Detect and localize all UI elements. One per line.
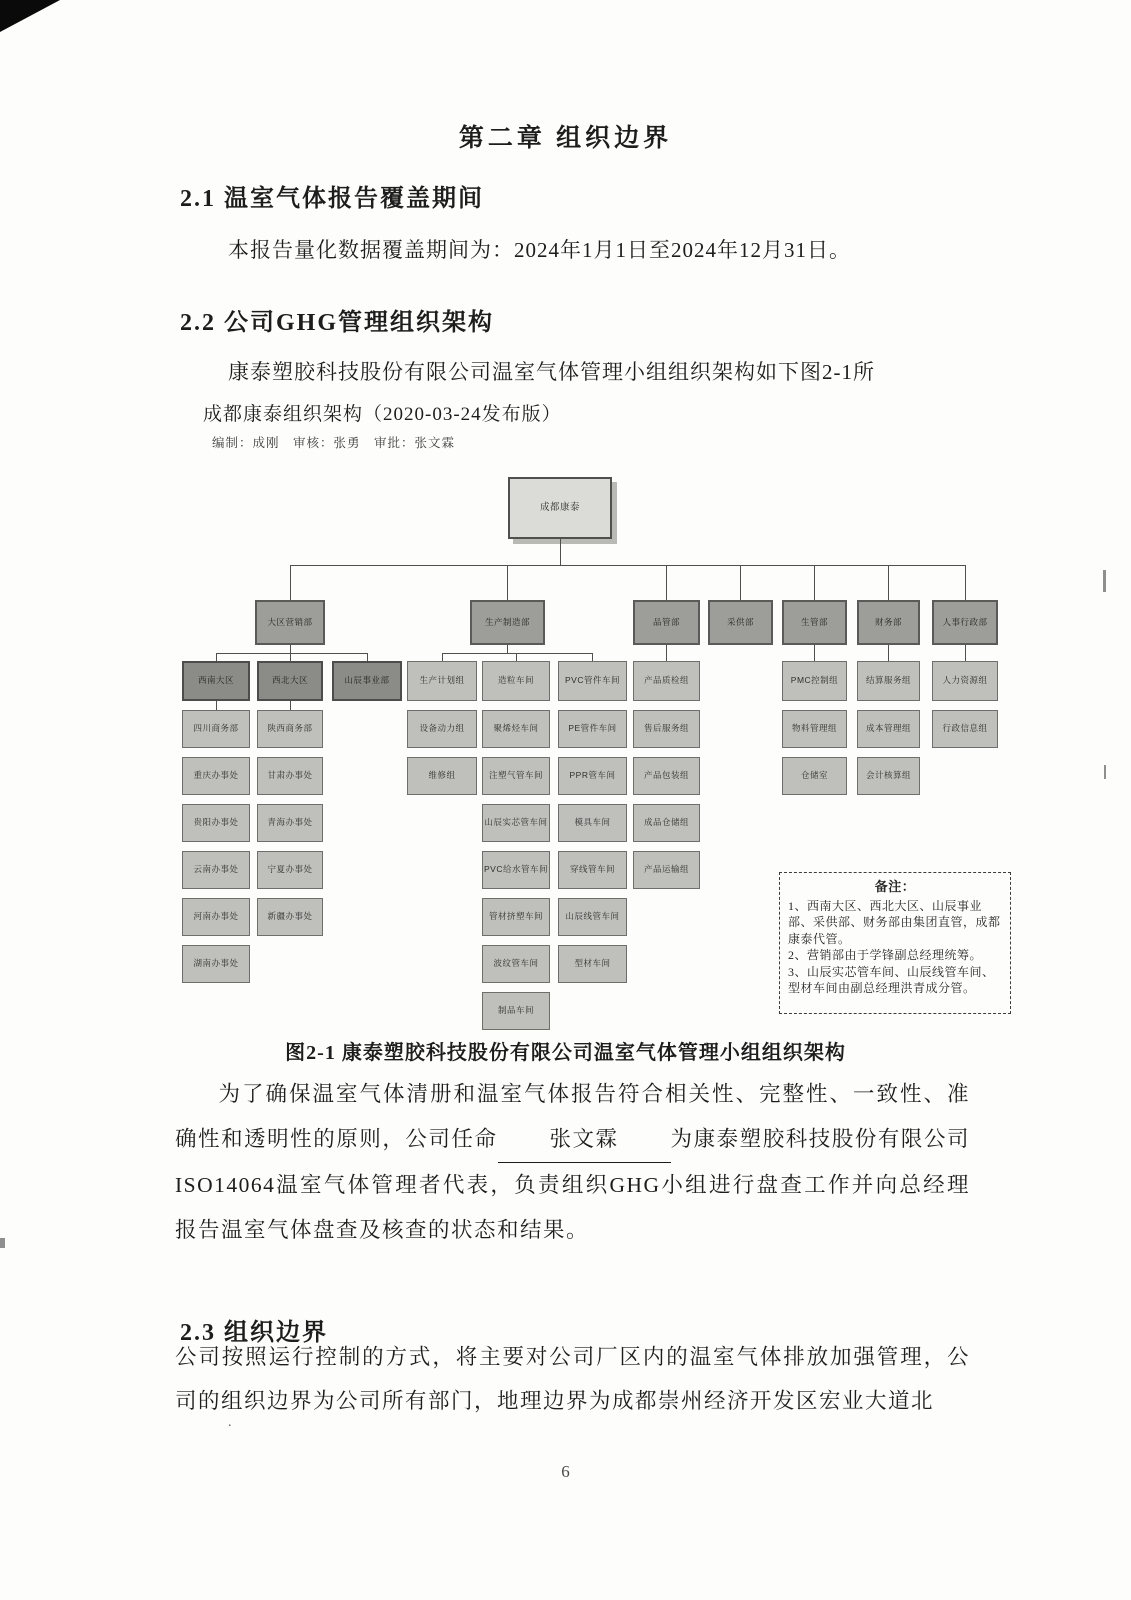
- org-node: 宁夏办事处: [257, 851, 323, 889]
- org-node: 人力资源组: [932, 661, 998, 701]
- org-connector-line: [592, 653, 593, 661]
- section-2-3-heading: 2.3 组织边界: [180, 1320, 328, 1346]
- org-node: 型材车间: [558, 945, 627, 983]
- org-connector-line: [442, 653, 443, 661]
- org-connector-line: [507, 645, 508, 653]
- org-connector-line: [888, 565, 889, 600]
- org-connector-line: [290, 701, 291, 710]
- org-node: 生产制造部: [470, 600, 545, 645]
- org-node: 造粒车间: [482, 661, 550, 701]
- org-connector-line: [507, 565, 508, 600]
- org-node: 聚烯烃车间: [482, 710, 550, 748]
- org-node: 产品运输组: [633, 851, 700, 889]
- org-node: 波纹管车间: [482, 945, 550, 983]
- section-2-1-body: 本报告量化数据覆盖期间为：2024年1月1日至2024年12月31日。: [228, 238, 851, 262]
- org-node: 成本管理组: [857, 710, 920, 748]
- org-node: 物料管理组: [782, 710, 847, 748]
- org-node: 品管部: [633, 600, 700, 645]
- org-node: 仓储室: [782, 757, 847, 795]
- org-connector-line: [560, 539, 561, 565]
- note-items: [788, 898, 1002, 997]
- section-2-1-heading: 2.1 温室气体报告覆盖期间: [180, 186, 484, 212]
- org-connector-line: [442, 653, 593, 654]
- org-connector-line: [367, 653, 368, 661]
- note-item: 1、西南大区、西北大区、山辰事业部、采供部、财务部由集团直管，成都康泰代管。: [788, 898, 1001, 946]
- org-node: 会计核算组: [857, 757, 920, 795]
- paragraph-text: 公司按照运行控制的方式，将主要对公司厂区内的温室气体排放加强管理，公司的组织边界为公司所有部门，地理边界为成都崇州经济开发区宏业大道北: [175, 1345, 970, 1413]
- org-node: 山辰线管车间: [558, 898, 627, 936]
- paragraph-text-2: 为康泰塑胶科技股份有限公司ISO14064温室气体管理者代表，负责组织GHG小组进行盘查工作并向总经理报告温室气体盘查及核查的状态和结果。: [175, 1127, 970, 1242]
- org-connector-line: [216, 653, 368, 654]
- org-node: 成品仓储组: [633, 804, 700, 842]
- org-node: 甘肃办事处: [257, 757, 323, 795]
- trailing-mark: .: [228, 1415, 232, 1430]
- org-connector-line: [290, 565, 966, 566]
- org-node: 重庆办事处: [182, 757, 250, 795]
- org-node: 行政信息组: [932, 710, 998, 748]
- org-node: 穿线管车间: [558, 851, 627, 889]
- org-node: 西南大区: [182, 661, 250, 701]
- figure-caption: 图2-1 康泰塑胶科技股份有限公司温室气体管理小组组织架构: [285, 1042, 846, 1064]
- org-chart-meta: 编制：成刚 审核：张勇 审批：张文霖: [212, 436, 456, 450]
- org-connector-line: [516, 653, 517, 661]
- org-node: 湖南办事处: [182, 945, 250, 983]
- org-node: PVC给水管车间: [482, 851, 550, 889]
- org-node: 售后服务组: [633, 710, 700, 748]
- org-node: 维修组: [407, 757, 477, 795]
- org-node: 采供部: [708, 600, 773, 645]
- org-connector-line: [740, 565, 741, 600]
- org-node: 青海办事处: [257, 804, 323, 842]
- note-title: 备注：: [874, 879, 916, 894]
- org-node: 山辰事业部: [332, 661, 402, 701]
- org-connector-line: [216, 701, 217, 710]
- org-connector-line: [666, 565, 667, 600]
- section-2-2-heading: 2.2 公司GHG管理组织架构: [180, 310, 495, 336]
- org-node: 产品包装组: [633, 757, 700, 795]
- chapter-title: 第二章 组织边界: [458, 125, 673, 152]
- org-node: 制品车间: [482, 992, 550, 1030]
- org-node: 陕西商务部: [257, 710, 323, 748]
- org-node: 成都康泰: [508, 477, 612, 539]
- org-connector-line: [290, 653, 291, 661]
- page-number: 6: [561, 1462, 570, 1481]
- section-2-2-intro: 康泰塑胶科技股份有限公司温室气体管理小组组织架构如下图2-1所: [228, 360, 875, 384]
- org-node: 人事行政部: [932, 600, 998, 645]
- org-node: PE管件车间: [558, 710, 627, 748]
- org-chart-note-box: [779, 872, 1011, 1014]
- org-node: 财务部: [857, 600, 920, 645]
- section-2-2-paragraph: [175, 1072, 970, 1253]
- org-connector-line: [216, 653, 217, 661]
- org-node: 贵阳办事处: [182, 804, 250, 842]
- org-node: 模具车间: [558, 804, 627, 842]
- note-item: 3、山辰实芯管车间、山辰线管车间、型材车间由副总经理洪青成分管。: [788, 964, 995, 995]
- org-node: 新疆办事处: [257, 898, 323, 936]
- org-node: 大区营销部: [255, 600, 325, 645]
- appointee-name: 张文霖: [498, 1117, 671, 1163]
- org-node: 设备动力组: [407, 710, 477, 748]
- org-connector-line: [814, 645, 815, 661]
- paragraph-text-1: 为了确保温室气体清册和温室气体报告符合相关性、完整性、一致性、准确性和透明性的原则，公司任命: [175, 1082, 970, 1151]
- org-node: 产品质检组: [633, 661, 700, 701]
- org-node: 四川商务部: [182, 710, 250, 748]
- org-connector-line: [290, 565, 291, 600]
- org-connector-line: [290, 645, 291, 653]
- org-node: 河南办事处: [182, 898, 250, 936]
- org-node: 西北大区: [257, 661, 323, 701]
- section-2-3-paragraph: [175, 1335, 970, 1423]
- org-node: PMC控制组: [782, 661, 847, 701]
- org-connector-line: [666, 645, 667, 661]
- org-node: PPR管车间: [558, 757, 627, 795]
- org-node: 云南办事处: [182, 851, 250, 889]
- scan-edge-artifact: [0, 1238, 5, 1248]
- org-node: 管材挤塑车间: [482, 898, 550, 936]
- org-node: 生管部: [782, 600, 847, 645]
- org-node: 山辰实芯管车间: [482, 804, 550, 842]
- org-connector-line: [965, 645, 966, 661]
- org-connector-line: [888, 645, 889, 661]
- org-node: 注塑气管车间: [482, 757, 550, 795]
- note-item: 2、营销部由于学锋副总经理统筹。: [788, 948, 983, 962]
- org-node: 结算服务组: [857, 661, 920, 701]
- org-chart-title: 成都康泰组织架构（2020-03-24发布版）: [203, 404, 562, 425]
- org-connector-line: [965, 565, 966, 600]
- org-connector-line: [814, 565, 815, 600]
- org-node: PVC管件车间: [558, 661, 627, 701]
- org-node: 生产计划组: [407, 661, 477, 701]
